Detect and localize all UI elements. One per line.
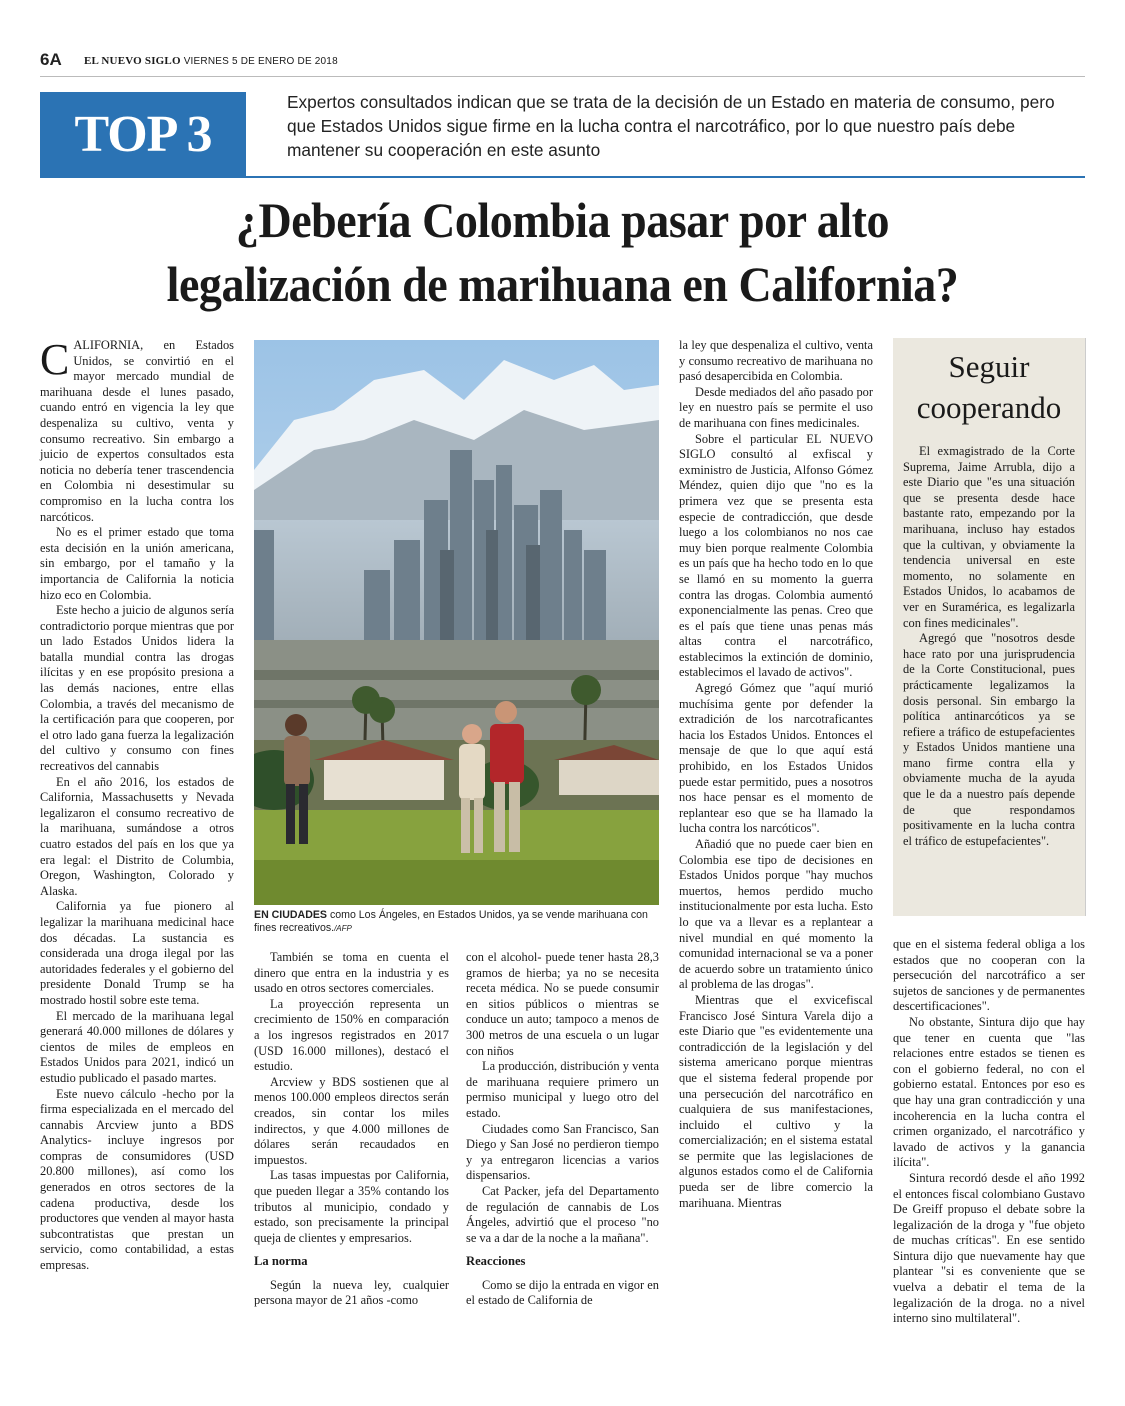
headline-line-2: legalización de marihuana en California?	[166, 256, 959, 312]
column-2	[254, 950, 449, 1309]
headline-line-1: ¿Debería Colombia pasar por alto	[235, 192, 890, 248]
drop-cap: C	[40, 335, 70, 384]
paragraph: Este nuevo cálculo -hecho por la firma especializada en el mercado del cannabis Arcview junto a BDS Analytics- incluye ingresos por compras de consumidores (USD 20.800 millones), así como los generados en otros sectores de la cadena productiva, desde los productores que venden al mayor hasta subcontratistas que prestan un servicio, como contabilidad, a estas empresas.	[40, 1086, 234, 1273]
issue-date: VIERNES 5 DE ENERO DE 2018	[183, 56, 338, 67]
headline	[82, 188, 1043, 316]
caption-text: como Los Ángeles, en Estados Unidos, ya se vende marihuana con fines recreativos.	[254, 909, 648, 934]
article-photo	[254, 340, 659, 905]
paragraph: Desde mediados del año pasado por ley en nuestro país se permite el uso de marihuana con fines medicinales.	[679, 384, 873, 430]
paragraph: Arcview y BDS sostienen que al menos 100.000 empleos directos serán creados, sin contar los miles indirectos, y que 4.000 millones de dólares serán recaudados en impuestos.	[254, 1074, 449, 1167]
paper-name: EL NUEVO SIGLO	[84, 55, 181, 67]
column-1	[40, 335, 234, 1274]
sidebar-title: Seguir cooperando	[916, 349, 1062, 425]
sidebar-body	[903, 444, 1075, 849]
paragraph: Sintura recordó desde el año 1992 el entonces fiscal colombiano Gustavo De Greiff propuso el debate sobre la legalización de la droga y "fue objeto de muchas críticas". En ese sentido Sintura dijo que nuevamente hay que plantear "si es conveniente que se vuelva a debatir el tema de la legalización de la droga. no a nivel interno sino multilateral".	[893, 1170, 1085, 1326]
header-rule	[40, 76, 1085, 77]
paragraph: No es el primer estado que toma esta decisión en la unión americana, sin embargo, por el tamaño y la importancia de California la noticia hizo eco en Colombia.	[40, 525, 234, 602]
lead-paragraph: CALIFORNIA, en Estados Unidos, se convirtió en el mayor mercado mundial de marihuana desde el lunes pasado, cuando entró en vigencia la ley que despenaliza su cultivo, venta y consumo recreativo. Sin embargo a juicio de expertos consultados esta noticia no debería tener trascendencia en Colombia ni desestimular su compromiso en la lucha contra los narcóticos.	[40, 335, 234, 524]
paragraph: Como se dijo la entrada en vigor en el estado de California de	[466, 1277, 659, 1308]
photo-caption	[254, 909, 659, 935]
paragraph: Agregó Gómez que "aquí murió muchísima gente por defender la extradición de los narcotraficantes hacia los Estados Unidos. Entonces el mensaje de que lo que aquí está prohibido, en los Estados Unidos puede estar permitido, pues a nosotros nos hace pensar es el momento de replantear eso que se ha llamado la lucha contra los narcóticos".	[679, 681, 873, 836]
paragraph: Mientras que el exvicefiscal Francisco José Sintura Varela dijo a este Diario que "es evidentemente una contradicción de la legislación y del sistema americano porque mientras que el sistema federal propende por una persecución del narcotráfico en cualquiera de sus manifestaciones, incluido el cultivo y la comercialización; en el sistema estatal se permite que las legislaciones de algunos estados como el de California pueda ser de libre comercio la marihuana. Mientras	[679, 992, 873, 1210]
paragraph: California ya fue pionero al legalizar la marihuana medicinal hace dos décadas. La sustancia es considerada una droga ilegal por las autoridades federales y el gobierno del presidente Donald Trump se ha mostrado hostil sobre este tema.	[40, 899, 234, 1007]
paragraph: Ciudades como San Francisco, San Diego y San José no perdieron tiempo y ya entregaron licencias a varios dispensarios.	[466, 1121, 659, 1183]
column-3	[466, 950, 659, 1309]
paragraph: Según la nueva ley, cualquier persona mayor de 21 años -como	[254, 1277, 449, 1308]
paragraph: Este hecho a juicio de algunos sería contradictorio porque mientras que por un lado Estados Unidos lidera la batalla mundial contra las drogas ilícitas y en ese propósito presiona a las demás naciones, entre ellas Colombia, a través del mecanismo de la certificación para que cooperen, por el otro lado gana fuerza la legalización del cultivo y consumo con fines recreativos del cannabis	[40, 603, 234, 774]
photo-credit: /AFP	[334, 924, 352, 933]
paragraph: que en el sistema federal obliga a los estados que no cooperan con la persecución del narcotráfico a ser sujetos de sanciones y de permanentes descertificaciones".	[893, 937, 1085, 1014]
paragraph: Cat Packer, jefa del Departamento de regulación de cannabis de Los Ángeles, advirtió que el proceso "no se va a dar de la noche a la mañana".	[466, 1183, 659, 1245]
city-skyline-illustration	[254, 340, 659, 905]
paragraph: Sobre el particular EL NUEVO SIGLO consultó al exfiscal y exministro de Justicia, Alfonso Gómez Méndez, quien dijo que "no es la primera vez que se presenta esta especie de contradicción, que desde luego a los colombianos no nos cae muy bien porque realmente Colombia es un país que ha hecho todo en lo que se llamó en su momento la guerra contra las drogas. Colombia aumentó exponencialmente las penas. Creo que es el país que tiene unas penas más altas contra el narcotráfico, establecimos la extinción de dominio, establecimos el lavado de activos".	[679, 431, 873, 680]
paragraph: El mercado de la marihuana legal generará 40.000 millones de dólares y cientos de miles de empleos en Estados Unidos para 2021, indicó un estudio publicado el pasado martes.	[40, 1008, 234, 1085]
paragraph: Agregó que "nosotros desde hace rato por una jurisprudencia de la Corte Constitucional, pues prácticamente legalizamos la dosis personal. Sin embargo la política antinarcóticos ya se refiere a tráfico de estupefacientes y Estados Unidos mantiene una mano firme contra ella y obviamente mucha de la ayuda que le da a nuestro país depende de que respondamos positivamente en la lucha contra el tráfico de estupefacientes".	[903, 631, 1075, 848]
subhead-reacciones: Reacciones	[466, 1254, 526, 1269]
caption-lead: EN CIUDADES	[254, 909, 327, 921]
paragraph: La proyección representa un crecimiento de 150% en comparación a los ingresos registrados en 2017 (USD 16.000 millones), destacó el estudio.	[254, 996, 449, 1074]
column-5	[893, 937, 1085, 1327]
section-box	[40, 92, 246, 176]
paragraph: En el año 2016, los estados de California, Massachusetts y Nevada legalizaron el consumo recreativo de la marihuana, sumándose a otros cuatro estados del país en los que ya era legal: el Distrito de Columbia, Oregon, Washington, Colorado y Alaska.	[40, 774, 234, 898]
kicker: Expertos consultados indican que se trata de la decisión de un Estado en materia de consumo, pero que Estados Unidos sigue firme en la lucha contra el narcotráfico, por lo que nuestro país debe mantener su cooperación en este asunto	[287, 92, 1055, 160]
column-4	[679, 338, 873, 1211]
page-number: 6A	[40, 50, 62, 69]
paragraph: También se toma en cuenta el dinero que entra en la industria y es usado en otros sectores comerciales.	[254, 950, 449, 996]
paragraph: La producción, distribución y venta de marihuana requiere primero un permiso municipal y luego otro del estado.	[466, 1059, 659, 1120]
paragraph: con el alcohol- puede tener hasta 28,3 gramos de hierba; ya no se necesita receta médica. No se puede consumir en sitios públicos o mientras se conduce un auto; tampoco a menos de 300 metros de una escuela o un lugar con niños	[466, 950, 659, 1058]
paragraph: Las tasas impuestas por California, que pueden llegar a 35% contando los tributos al municipio, condado y estado, son precisamente la principal queja de clientes y empresarios.	[254, 1168, 449, 1245]
paragraph: El exmagistrado de la Corte Suprema, Jaime Arrubla, dijo a este Diario que "es una situación que se presenta desde hace bastante rato, empezando por la marihuana, incluso hay estados que la cultivan, y obviamente la tendencia universal en este momento, no solamente en Estados Unidos, lo acabamos de ver en Suramérica, es legalizarla con fines medicinales".	[903, 444, 1075, 630]
subhead-la-norma: La norma	[254, 1254, 308, 1269]
paragraph: la ley que despenaliza el cultivo, venta y consumo recreativo de marihuana no pasó desapercibida en Colombia.	[679, 338, 873, 384]
masthead	[84, 55, 338, 67]
section-rule	[40, 176, 1085, 178]
paragraph: Añadió que no puede caer bien en Colombia ese tipo de decisiones en Estados Unidos porque "hay muchos muertos, hemos perdido mucho institucionalmente por esta lucha. Esto lo que va a llevar es a replantear a nivel mundial en qué momento la comunidad internacional se va a poner de acuerdo sobre un tratamiento único al problema de las drogas".	[679, 837, 873, 992]
paragraph: No obstante, Sintura dijo que hay que tener en cuenta que "las relaciones entre estados se tienen es con el gobierno federal, no con el gobierno estatal. Entonces por eso es que hay una gran contradicción y una incoherencia en la lucha contra el crimen organizado, el narcotráfico y lavado de activos y la ganancia ilícita".	[893, 1014, 1085, 1170]
section-label: TOP 3	[74, 105, 212, 163]
